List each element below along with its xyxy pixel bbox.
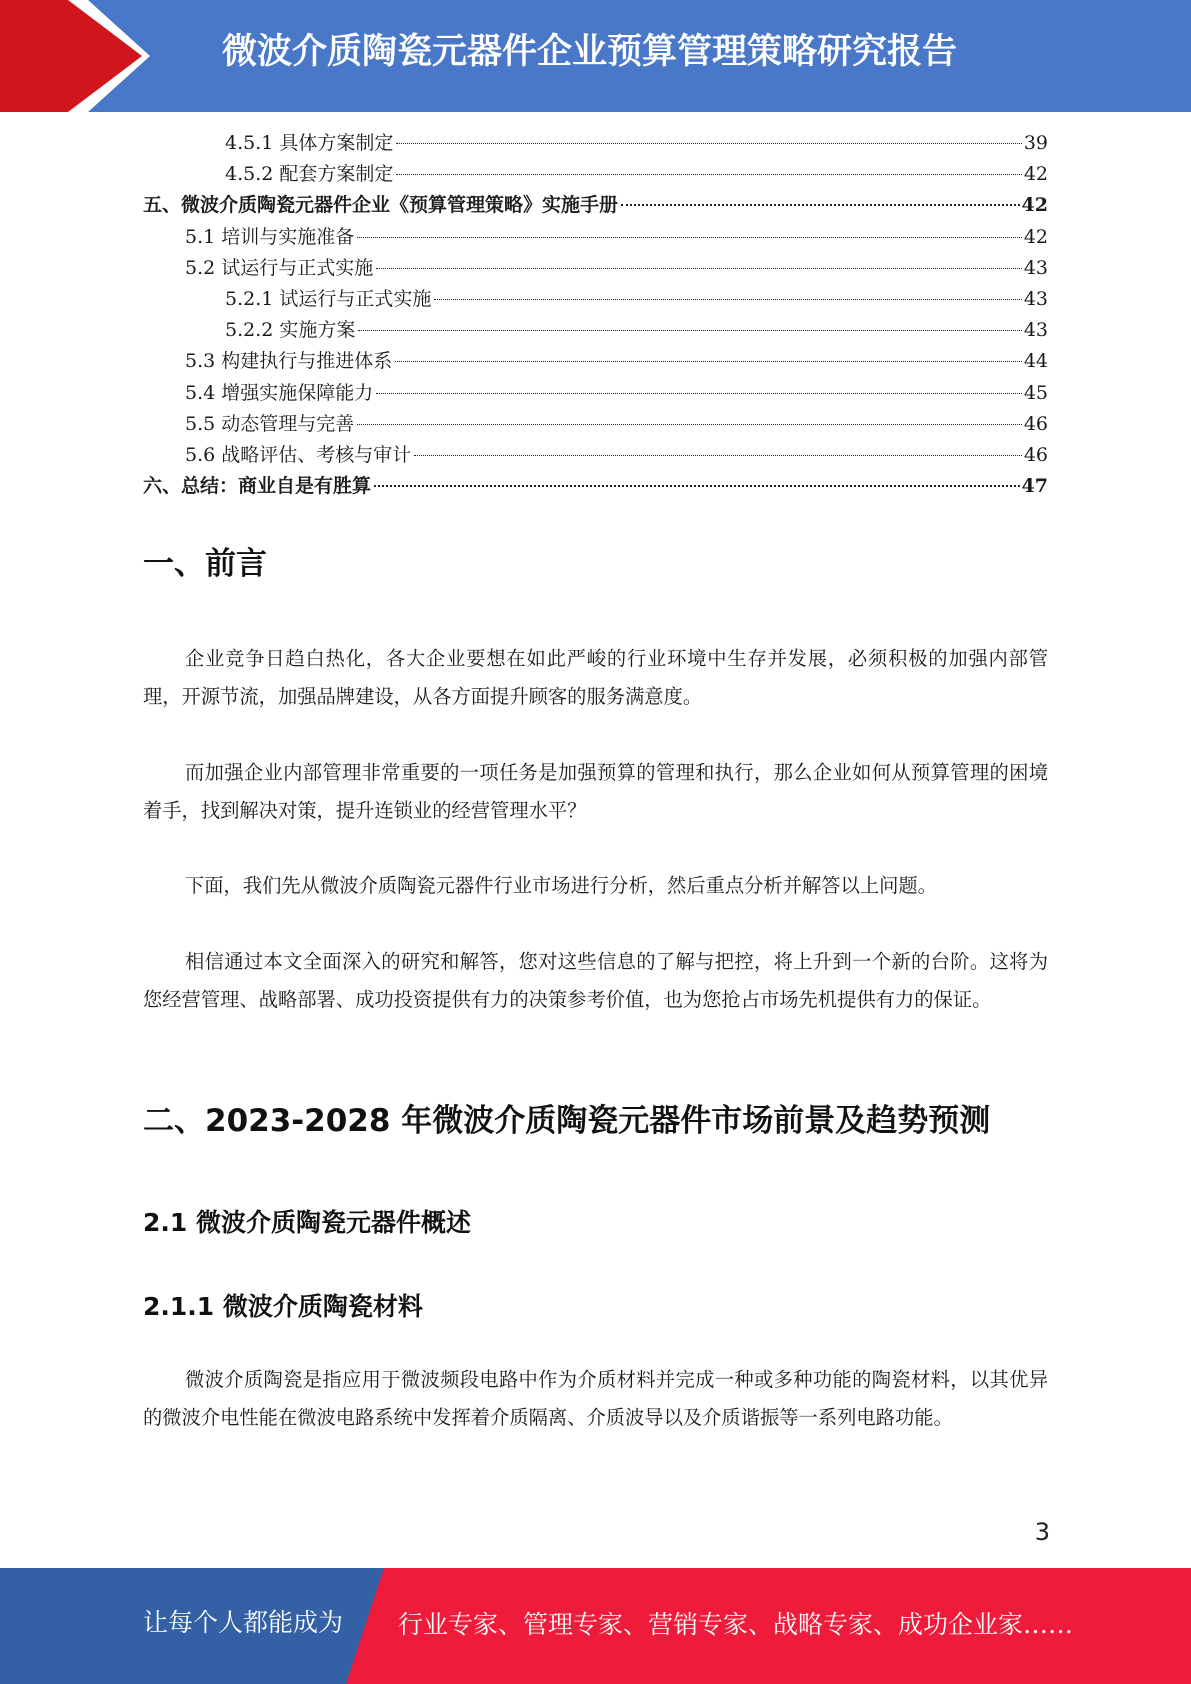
toc-dot-leader — [395, 361, 1022, 362]
toc-entry[interactable] — [143, 378, 1048, 409]
toc-entry[interactable] — [143, 440, 1048, 471]
toc-entry-label: 5.2 试运行与正式实施 — [185, 256, 374, 279]
toc-entry[interactable] — [143, 253, 1048, 284]
toc-dot-leader — [396, 174, 1021, 175]
toc-entry-label: 5.4 增强实施保障能力 — [185, 381, 374, 404]
toc-entry[interactable] — [143, 222, 1048, 253]
paragraph: 而加强企业内部管理非常重要的一项任务是加强预算的管理和执行，那么企业如何从预算管理的困境着手，找到解决对策，提升连锁业的经营管理水平？ — [143, 761, 1048, 822]
toc-dot-leader — [434, 299, 1021, 300]
paragraph: 相信通过本文全面深入的研究和解答，您对这些信息的了解与把控，将上升到一个新的台阶。这将为您经营管理、战略部署、成功投资提供有力的决策参考价值，也为您抢占市场先机提供有力的保证。 — [143, 950, 1048, 1011]
toc-dot-leader — [358, 330, 1021, 331]
toc-entry-label: 5.6 战略评估、考核与审计 — [185, 443, 412, 466]
page-number: 3 — [1034, 1518, 1050, 1546]
toc-entry-label: 5.1 培训与实施准备 — [185, 225, 355, 248]
toc-entry-label: 4.5.1 具体方案制定 — [225, 132, 394, 154]
subsubsection-heading: 2.1.1 微波介质陶瓷材料 — [143, 1292, 423, 1321]
paragraph: 企业竞争日趋白热化，各大企业要想在如此严峻的行业环境中生存并发展，必须积极的加强内部管理，开源节流，加强品牌建设，从各方面提升顾客的服务满意度。 — [143, 647, 1048, 708]
toc-entry[interactable] — [143, 409, 1048, 440]
toc-entry[interactable] — [143, 159, 1048, 190]
report-title: 微波介质陶瓷元器件企业预算管理策略研究报告 — [222, 32, 958, 72]
toc-dot-leader — [376, 268, 1022, 269]
toc-entry-page: 46 — [1023, 443, 1048, 466]
toc-entry-page: 43 — [1023, 319, 1048, 342]
toc-entry[interactable] — [143, 471, 1048, 502]
toc-entry-page: 42 — [1023, 163, 1048, 186]
toc-dot-leader — [357, 237, 1022, 238]
toc-entry-page: 47 — [1021, 475, 1048, 498]
page-footer — [0, 1568, 1191, 1684]
toc-entry[interactable] — [143, 128, 1048, 159]
footer-slogan-left: 让每个人都能成为 — [143, 1608, 344, 1637]
toc-dot-leader — [374, 485, 1020, 487]
toc-entry[interactable] — [143, 190, 1048, 221]
toc-dot-leader — [414, 455, 1022, 456]
toc-entry-page: 46 — [1023, 412, 1048, 435]
toc-entry-label: 5.2.1 试运行与正式实施 — [225, 287, 432, 310]
toc-dot-leader — [396, 143, 1021, 144]
table-of-contents — [143, 128, 1048, 502]
toc-entry[interactable] — [143, 284, 1048, 315]
toc-dot-leader — [376, 393, 1022, 394]
toc-dot-leader — [357, 424, 1022, 425]
toc-entry[interactable] — [143, 315, 1048, 346]
toc-dot-leader — [621, 204, 1020, 206]
toc-entry-label: 5.5 动态管理与完善 — [185, 412, 355, 435]
section-heading-market: 二、2023-2028 年微波介质陶瓷元器件市场前景及趋势预测 — [143, 1103, 991, 1139]
toc-entry-label: 五、微波介质陶瓷元器件企业《预算管理策略》实施手册 — [143, 194, 619, 217]
toc-entry-page: 42 — [1023, 225, 1048, 248]
toc-entry-page: 42 — [1021, 194, 1048, 217]
header-chevron-icon — [0, 0, 142, 112]
footer-slogan-right: 行业专家、管理专家、营销专家、战略专家、成功企业家…… — [398, 1610, 1074, 1639]
subsection-heading: 2.1 微波介质陶瓷元器件概述 — [143, 1208, 471, 1237]
section-heading-preface: 一、前言 — [143, 546, 267, 582]
toc-entry-label: 5.3 构建执行与推进体系 — [185, 350, 393, 373]
toc-entry-page: 39 — [1023, 132, 1048, 154]
toc-entry-label: 六、总结：商业自是有胜算 — [143, 475, 372, 498]
paragraph: 微波介质陶瓷是指应用于微波频段电路中作为介质材料并完成一种或多种功能的陶瓷材料，以其优异的微波介电性能在微波电路系统中发挥着介质隔离、介质波导以及介质谐振等一系列电路功能。 — [143, 1368, 1048, 1429]
toc-entry[interactable] — [143, 346, 1048, 377]
toc-entry-label: 4.5.2 配套方案制定 — [225, 163, 394, 186]
toc-entry-label: 5.2.2 实施方案 — [225, 319, 356, 342]
toc-entry-page: 43 — [1023, 256, 1048, 279]
paragraph: 下面，我们先从微波介质陶瓷元器件行业市场进行分析，然后重点分析并解答以上问题。 — [185, 874, 937, 897]
toc-entry-page: 45 — [1023, 381, 1048, 404]
page-header — [0, 0, 1191, 112]
toc-entry-page: 43 — [1023, 287, 1048, 310]
toc-entry-page: 44 — [1023, 350, 1048, 373]
